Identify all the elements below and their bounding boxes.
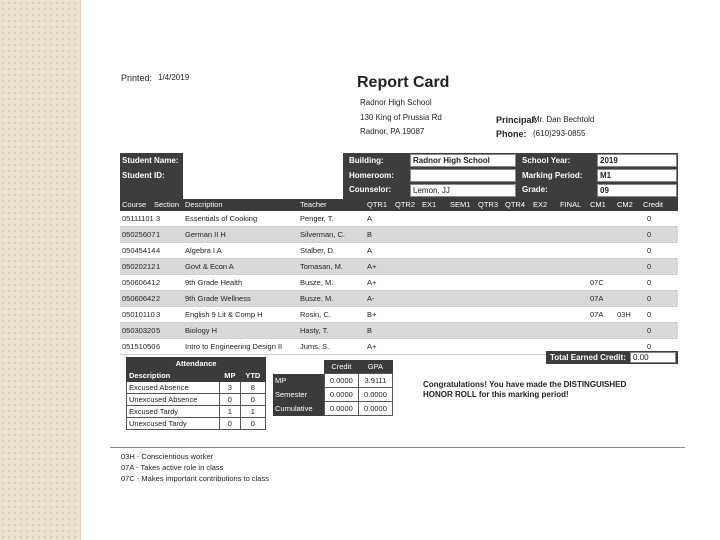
col-qtr4: QTR4 <box>505 200 526 209</box>
col-ex2: EX2 <box>533 200 548 209</box>
grade-label: Grade: <box>522 185 548 194</box>
qtr1-grade: A <box>367 214 373 223</box>
legend-item: 07A - Takes active role in class <box>121 463 224 472</box>
att-mp: 0 <box>220 418 241 430</box>
section: 2 <box>156 278 161 287</box>
teacher: Jums, S. <box>300 342 330 351</box>
att-ytd: 0 <box>240 394 265 406</box>
course-table <box>120 211 678 355</box>
section: 2 <box>156 294 161 303</box>
school-city: Radnor, PA 19087 <box>360 127 425 136</box>
printed-label: Printed: <box>121 73 153 83</box>
att-ytd: 1 <box>240 406 265 418</box>
credit: 0 <box>647 246 652 255</box>
teacher: Penger, T. <box>300 214 334 223</box>
marking-period-value: M1 <box>597 169 677 182</box>
marking-period-label: Marking Period: <box>522 171 583 180</box>
principal-name: Mr. Dan Bechtold <box>533 115 595 124</box>
legend-item: 07C - Makes important contributions to class <box>121 474 269 483</box>
section: 3 <box>156 310 161 319</box>
cm2-comment: 03H <box>617 310 631 319</box>
phone-value: (610)293-0855 <box>533 129 586 138</box>
principal-label: Principal: <box>496 115 538 125</box>
course-description: 9th Grade Health <box>185 278 243 287</box>
table-row <box>120 275 678 291</box>
homeroom-label: Homeroom: <box>349 171 394 180</box>
honor-roll-message: Congratulations! You have made the DISTINGUISHED HONOR ROLL for this marking period! <box>423 380 627 399</box>
qtr1-grade: A+ <box>367 342 377 351</box>
student-id-label: Student ID: <box>122 171 165 180</box>
course-description: Essentials of Cooking <box>185 214 258 223</box>
course-code: 05030320 <box>122 326 156 335</box>
col-final: FINAL <box>560 200 582 209</box>
credit: 0 <box>647 230 652 239</box>
printed-date: 1/4/2019 <box>158 73 190 82</box>
table-row <box>120 259 678 275</box>
student-redacted-area <box>183 153 343 199</box>
decorative-side-panel <box>0 0 81 540</box>
teacher: Busze, M. <box>300 278 334 287</box>
att-desc: Excused Tardy <box>127 406 220 418</box>
att-mp: 1 <box>220 406 241 418</box>
table-row <box>127 406 266 418</box>
credit: 0 <box>647 214 652 223</box>
col-cm1: CM1 <box>590 200 606 209</box>
grade-value: 09 <box>597 184 677 197</box>
section: 6 <box>156 342 161 351</box>
table-row <box>127 394 266 406</box>
table-row <box>273 402 393 416</box>
qtr1-grade: B <box>367 326 373 335</box>
gpa-table <box>273 360 393 416</box>
course-code: 05111101 <box>122 214 154 223</box>
qtr1-grade: A <box>367 246 373 255</box>
cm1-comment: 07A <box>590 310 604 319</box>
course-description: German II H <box>185 230 226 239</box>
course-description: Govt & Econ A <box>185 262 234 271</box>
gpa-value: 3.9111 <box>358 374 392 388</box>
course-description: Algebra I A <box>185 246 222 255</box>
table-row <box>120 307 678 323</box>
course-table-header <box>120 199 678 211</box>
school-year-label: School Year: <box>522 156 571 165</box>
gpa-value: 0.0000 <box>358 388 392 402</box>
credit: 0 <box>647 262 652 271</box>
att-col-mp: MP <box>220 370 241 382</box>
col-section: Section <box>154 200 180 209</box>
credit: 0 <box>647 310 652 319</box>
divider <box>110 447 685 448</box>
table-row <box>127 382 266 394</box>
col-ex1: EX1 <box>422 200 437 209</box>
attendance-title: Attendance <box>127 358 266 370</box>
col-cm2: CM2 <box>617 200 633 209</box>
phone-label: Phone: <box>496 129 527 139</box>
att-col-ytd: YTD <box>240 370 265 382</box>
credit: 0 <box>647 326 652 335</box>
counselor-label: Counselor: <box>349 185 392 194</box>
table-row <box>273 374 393 388</box>
att-desc: Unexcused Tardy <box>127 418 220 430</box>
col-teacher: Teacher <box>300 200 327 209</box>
table-row <box>120 211 678 227</box>
total-credit-value: 0.00 <box>630 352 676 363</box>
total-credit-label: Total Earned Credit: <box>550 353 626 362</box>
credit: 0 <box>647 342 652 351</box>
col-credit: Credit <box>643 200 664 209</box>
course-code: 05060641 <box>122 278 156 287</box>
col-course: Course <box>122 200 147 209</box>
col-qtr3: QTR3 <box>478 200 499 209</box>
teacher: Stalber, D. <box>300 246 336 255</box>
table-row <box>120 291 678 307</box>
table-row <box>127 418 266 430</box>
gpa-value: 0.0000 <box>358 402 392 416</box>
qtr1-grade: A- <box>367 294 375 303</box>
course-description: 9th Grade Wellness <box>185 294 251 303</box>
school-name: Radnor High School <box>360 98 432 107</box>
att-ytd: 0 <box>240 418 265 430</box>
table-row <box>120 227 678 243</box>
table-row <box>120 323 678 339</box>
att-desc: Excused Absence <box>127 382 220 394</box>
comment-legend <box>121 451 269 484</box>
section: 1 <box>156 262 161 271</box>
course-description: Intro to Engineering Design II <box>185 342 283 351</box>
table-row <box>273 388 393 402</box>
col-description: Description <box>185 200 223 209</box>
course-code: 05151050 <box>122 342 156 351</box>
gpa-row-label: Cumulative <box>273 402 324 416</box>
col-sem1: SEM1 <box>450 200 471 209</box>
qtr1-grade: B <box>367 230 373 239</box>
gpa-col-gpa: GPA <box>358 360 392 374</box>
gpa-credit: 0.0000 <box>324 374 358 388</box>
table-row <box>120 243 678 259</box>
course-code: 05020212 <box>122 262 156 271</box>
col-qtr2: QTR2 <box>395 200 416 209</box>
gpa-col-credit: Credit <box>324 360 358 374</box>
course-code: 05060642 <box>122 294 156 303</box>
teacher: Busze, M. <box>300 294 334 303</box>
credit: 0 <box>647 294 652 303</box>
att-mp: 0 <box>220 394 241 406</box>
teacher: Rosin, C. <box>300 310 331 319</box>
legend-item: 03H - Conscientious worker <box>121 452 214 461</box>
qtr1-grade: A+ <box>367 278 377 287</box>
qtr1-grade: B+ <box>367 310 377 319</box>
credit: 0 <box>647 278 652 287</box>
gpa-credit: 0.0000 <box>324 388 358 402</box>
school-street: 130 King of Prussia Rd <box>360 113 442 122</box>
course-code: 05045414 <box>122 246 156 255</box>
course-code: 05025607 <box>122 230 156 239</box>
att-ytd: 8 <box>240 382 265 394</box>
att-desc: Unexcused Absence <box>127 394 220 406</box>
building-label: Building: <box>349 156 384 165</box>
homeroom-value <box>410 169 516 182</box>
gpa-row-label: MP <box>273 374 324 388</box>
course-description: English 9 Lit & Comp H <box>185 310 263 319</box>
page-title: Report Card <box>357 74 450 91</box>
section: 3 <box>156 214 161 223</box>
section: 4 <box>156 246 161 255</box>
gpa-credit: 0.0000 <box>324 402 358 416</box>
teacher: Hasty, T. <box>300 326 329 335</box>
att-mp: 3 <box>220 382 241 394</box>
course-code: 05010110 <box>122 310 155 319</box>
section: 5 <box>156 326 161 335</box>
qtr1-grade: A+ <box>367 262 377 271</box>
school-year-value: 2019 <box>597 154 677 167</box>
cm1-comment: 07A <box>590 294 604 303</box>
att-col-description: Description <box>127 370 220 382</box>
course-description: Biology H <box>185 326 218 335</box>
building-value: Radnor High School <box>410 154 516 167</box>
col-qtr1: QTR1 <box>367 200 388 209</box>
student-name-label: Student Name: <box>122 156 179 165</box>
cm1-comment: 07C <box>590 278 604 287</box>
attendance-table <box>126 357 266 430</box>
section: 1 <box>156 230 161 239</box>
counselor-value: Lemon, JJ <box>410 184 516 197</box>
teacher: Silverman, C. <box>300 230 346 239</box>
teacher: Tomasan, M. <box>300 262 343 271</box>
gpa-row-label: Semester <box>273 388 324 402</box>
